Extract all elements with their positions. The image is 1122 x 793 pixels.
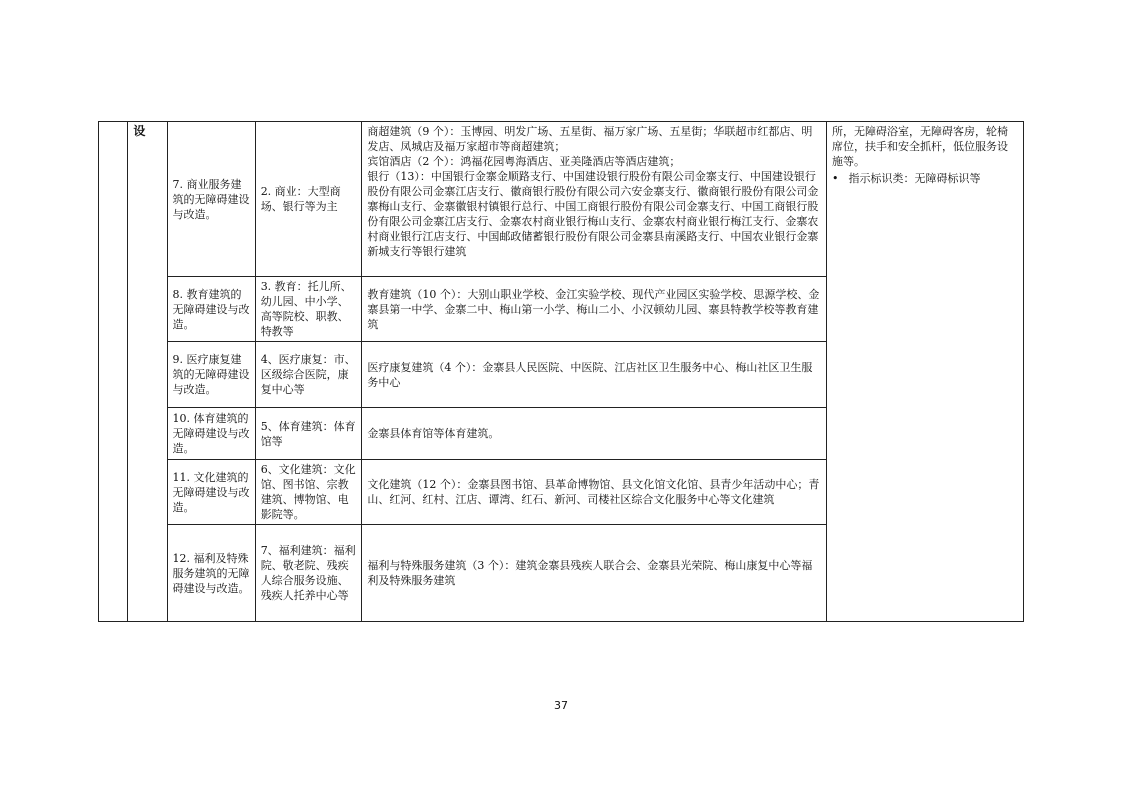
item-cell: 12. 福利及特殊服务建筑的无障碍建设与改造。 bbox=[167, 525, 255, 622]
list-cell: 福利与特殊服务建筑（3 个）：建筑金寨县残疾人联合会、金寨县光荣院、梅山康复中心等福利及特殊服务建筑 bbox=[362, 525, 827, 622]
table-row bbox=[99, 122, 1024, 277]
item-cell: 11. 文化建筑的无障碍建设与改造。 bbox=[167, 460, 255, 525]
item-cell: 8. 教育建筑的无障碍建设与改造。 bbox=[167, 277, 255, 342]
notes-bullet-item bbox=[832, 171, 1018, 186]
type-cell: 3. 教育：托儿所、幼儿园、中小学、高等院校、职教、特教等 bbox=[255, 277, 362, 342]
list-cell: 教育建筑（10 个）：大别山职业学校、金江实验学校、现代产业园区实验学校、思源学校、金寨县第一中学、金寨二中、梅山第一小学、梅山二小、小汉顿幼儿园、寨县特教学校等教育建筑 bbox=[362, 277, 827, 342]
type-cell: 2. 商业：大型商场、银行等为主 bbox=[255, 122, 362, 277]
facility-table bbox=[98, 121, 1024, 622]
page-number: 37 bbox=[554, 699, 568, 712]
list-cell: 文化建筑（12 个）：金寨县图书馆、县革命博物馆、县文化馆文化馆、县青少年活动中心；青山、红河、红村、江店、谭湾、红石、新河、司楼社区综合文化服务中心等文化建筑 bbox=[362, 460, 827, 525]
list-line: 宾馆酒店（2 个）：鸿福花园粤海酒店、亚美隆酒店等酒店建筑； bbox=[367, 155, 681, 168]
list-cell: 医疗康复建筑（4 个）：金寨县人民医院、中医院、江店社区卫生服务中心、梅山社区卫生服务中心 bbox=[362, 342, 827, 408]
type-cell: 6、文化建筑：文化馆、图书馆、宗教建筑、博物馆、电影院等。 bbox=[255, 460, 362, 525]
notes-cell bbox=[827, 122, 1024, 622]
type-cell: 5、体育建筑：体育馆等 bbox=[255, 408, 362, 460]
category-cell bbox=[128, 122, 167, 622]
category-label: 设 bbox=[133, 124, 146, 138]
notes-continuation: 所，无障碍浴室，无障碍客房，轮椅席位，扶手和安全抓杆，低位服务设施等。 bbox=[832, 125, 1008, 168]
item-cell: 9. 医疗康复建筑的无障碍建设与改造。 bbox=[167, 342, 255, 408]
list-line: 银行（13）：中国银行金寨金顺路支行、中国建设银行股份有限公司金寨支行、中国建设银行股份有限公司金寨江店支行、徽商银行股份有限公司六安金寨支行、徽商银行股份有限公司金寨梅山支行、金寨徽银村镇银行总行、中国工商银行股份有限公司金寨支行、中国工商银行股份有限公司金寨江店支行、金寨农村商业银行梅山支行、金寨农村商业银行梅江支行、金寨农村商业银行江店支行、中国邮政储蓄银行股份有限公司金寨县南溪路支行、中国农业银行金寨新城支行等银行建筑 bbox=[367, 170, 819, 258]
type-cell: 7、福利建筑：福利院、敬老院、残疾人综合服务设施、残疾人托养中心等 bbox=[255, 525, 362, 622]
list-line: 商超建筑（9 个）：玉博园、明发广场、五星街、福万家广场、五星街；华联超市红都店、明发店、凤城店及福万家超市等商超建筑； bbox=[367, 125, 813, 153]
item-cell: 7. 商业服务建筑的无障碍建设与改造。 bbox=[167, 122, 255, 277]
item-cell: 10. 体育建筑的无障碍建设与改造。 bbox=[167, 408, 255, 460]
list-cell bbox=[362, 122, 827, 277]
list-cell: 金寨县体育馆等体育建筑。 bbox=[362, 408, 827, 460]
bullet-text: 指示标识类：无障碍标识等 bbox=[848, 172, 981, 185]
bullet-icon: • bbox=[832, 172, 839, 185]
blank-left-column bbox=[99, 122, 128, 622]
type-cell: 4、医疗康复：市、区级综合医院，康复中心等 bbox=[255, 342, 362, 408]
